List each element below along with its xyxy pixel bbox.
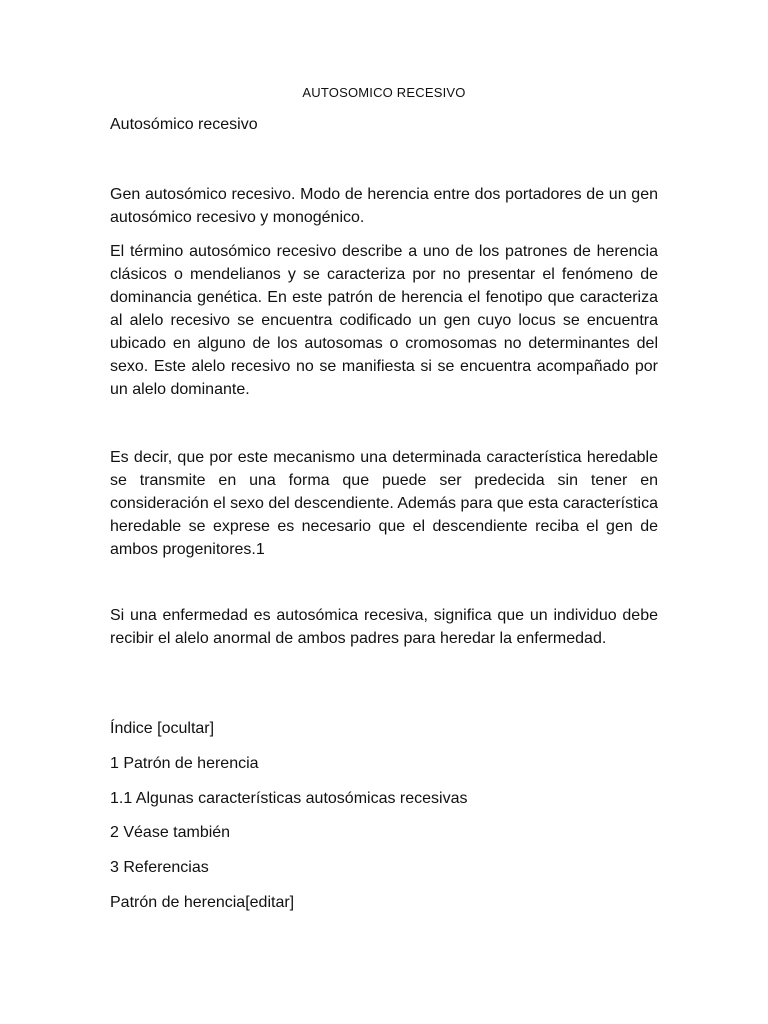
toc-heading: Índice [ocultar] bbox=[110, 720, 215, 737]
paragraph-disease: Si una enfermedad es autosómica recesiva, significa que un individuo debe recibir el alelo anormal de ambos padres para heredar la enfermedad. bbox=[110, 607, 658, 647]
page-header: AUTOSOMICO RECESIVO bbox=[302, 85, 466, 100]
toc-item: 1 Patrón de herencia bbox=[110, 755, 259, 772]
paragraph-definition: Gen autosómico recesivo. Modo de herencia entre dos portadores de un gen autosómico recesivo y monogénico. bbox=[110, 186, 658, 226]
toc-item: 2 Véase también bbox=[110, 824, 231, 841]
toc-item: 1.1 Algunas características autosómicas recesivas bbox=[110, 790, 468, 807]
section-heading: Patrón de herencia[editar] bbox=[110, 894, 295, 911]
paragraph-mechanism: Es decir, que por este mecanismo una determinada característica heredable se transmite en una forma que puede ser predecida sin tener en consideración el sexo del descendiente. Además para que esta característica heredable se exprese es necesario que el descendiente reciba el gen de ambos progenitores.1 bbox=[110, 449, 658, 558]
document-page bbox=[110, 0, 658, 1024]
toc-item: 3 Referencias bbox=[110, 859, 209, 876]
document-title: Autosómico recesivo bbox=[110, 116, 258, 133]
paragraph-description: El término autosómico recesivo describe a uno de los patrones de herencia clásicos o mendelianos y se caracteriza por no presentar el fenómeno de dominancia genética. En este patrón de herencia el fenotipo que caracteriza al alelo recesivo se encuentra codificado un gen cuyo locus se encuentra ubicado en alguno de los autosomas o cromosomas no determinantes del sexo. Este alelo recesivo no se manifiesta si se encuentra acompañado por un alelo dominante. bbox=[110, 243, 658, 398]
